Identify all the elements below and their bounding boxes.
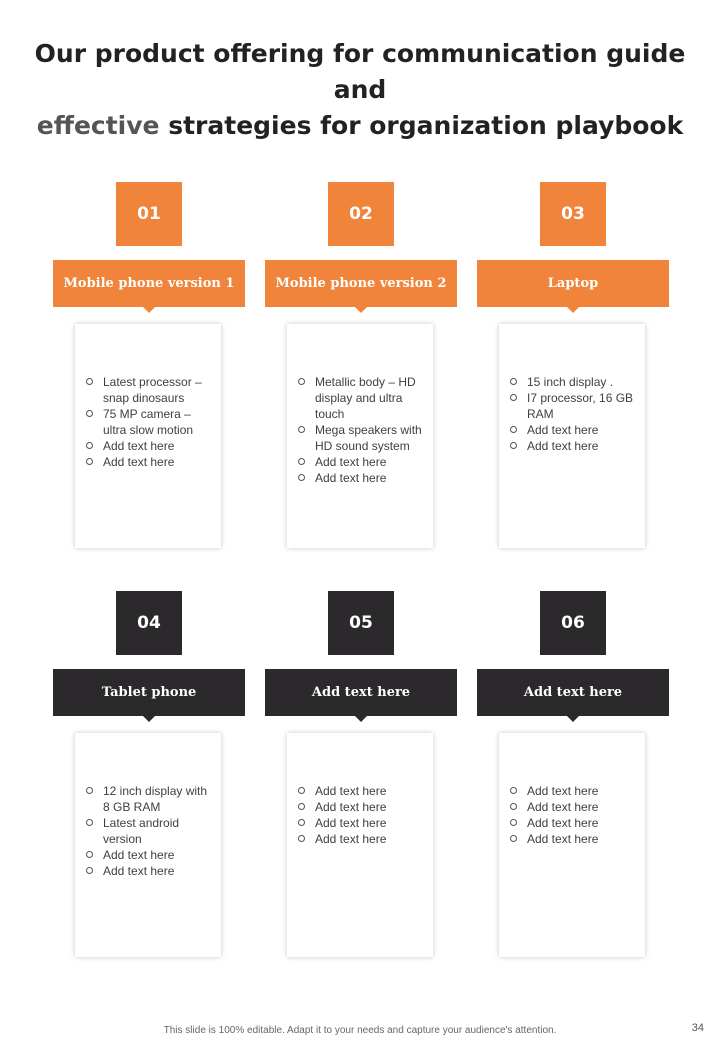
feature-item: I7 processor, 16 GB RAM xyxy=(509,390,639,422)
card-body xyxy=(499,324,645,548)
page-number: 34 xyxy=(691,1022,704,1034)
feature-item: Add text here xyxy=(297,799,427,815)
feature-item: Add text here xyxy=(85,438,215,454)
feature-item: 15 inch display . xyxy=(509,374,639,390)
feature-item: Add text here xyxy=(297,831,427,847)
title-line-2 xyxy=(20,108,700,144)
title-accent: effective xyxy=(36,111,160,140)
card-number: 02 xyxy=(328,182,394,246)
feature-list xyxy=(499,324,645,454)
card-body xyxy=(287,733,433,957)
feature-item: Add text here xyxy=(85,454,215,470)
card-body xyxy=(499,733,645,957)
feature-list xyxy=(75,733,221,879)
feature-item: 12 inch display with 8 GB RAM xyxy=(85,783,215,815)
feature-list xyxy=(287,324,433,486)
title-line-1: Our product offering for communication guide and xyxy=(34,39,686,104)
card-label: Laptop xyxy=(477,260,669,307)
feature-list xyxy=(499,733,645,847)
feature-item: Add text here xyxy=(509,815,639,831)
feature-item: Add text here xyxy=(509,783,639,799)
card-body xyxy=(75,324,221,548)
feature-item: Add text here xyxy=(509,438,639,454)
card-body xyxy=(287,324,433,548)
card-number: 04 xyxy=(116,591,182,655)
card-number: 01 xyxy=(116,182,182,246)
title-rest: strategies for organization playbook xyxy=(159,111,684,140)
feature-item: Add text here xyxy=(297,815,427,831)
feature-item: Latest processor – snap dinosaurs xyxy=(85,374,215,406)
feature-list xyxy=(287,733,433,847)
feature-item: Latest android version xyxy=(85,815,215,847)
feature-item: Add text here xyxy=(85,863,215,879)
feature-list xyxy=(75,324,221,470)
page-title xyxy=(20,36,700,144)
card-label: Mobile phone version 2 xyxy=(265,260,457,307)
feature-item: Mega speakers with HD sound system xyxy=(297,422,427,454)
card-label: Mobile phone version 1 xyxy=(53,260,245,307)
feature-item: 75 MP camera – ultra slow motion xyxy=(85,406,215,438)
feature-item: Add text here xyxy=(509,799,639,815)
feature-item: Add text here xyxy=(509,831,639,847)
card-label: Add text here xyxy=(265,669,457,716)
card-label: Add text here xyxy=(477,669,669,716)
card-number: 06 xyxy=(540,591,606,655)
footer-note: This slide is 100% editable. Adapt it to your needs and capture your audience's attention. xyxy=(163,1025,557,1036)
card-number: 05 xyxy=(328,591,394,655)
feature-item: Metallic body – HD display and ultra touch xyxy=(297,374,427,422)
card-body xyxy=(75,733,221,957)
feature-item: Add text here xyxy=(509,422,639,438)
feature-item: Add text here xyxy=(297,783,427,799)
card-number: 03 xyxy=(540,182,606,246)
card-label: Tablet phone xyxy=(53,669,245,716)
feature-item: Add text here xyxy=(297,454,427,470)
feature-item: Add text here xyxy=(85,847,215,863)
feature-item: Add text here xyxy=(297,470,427,486)
